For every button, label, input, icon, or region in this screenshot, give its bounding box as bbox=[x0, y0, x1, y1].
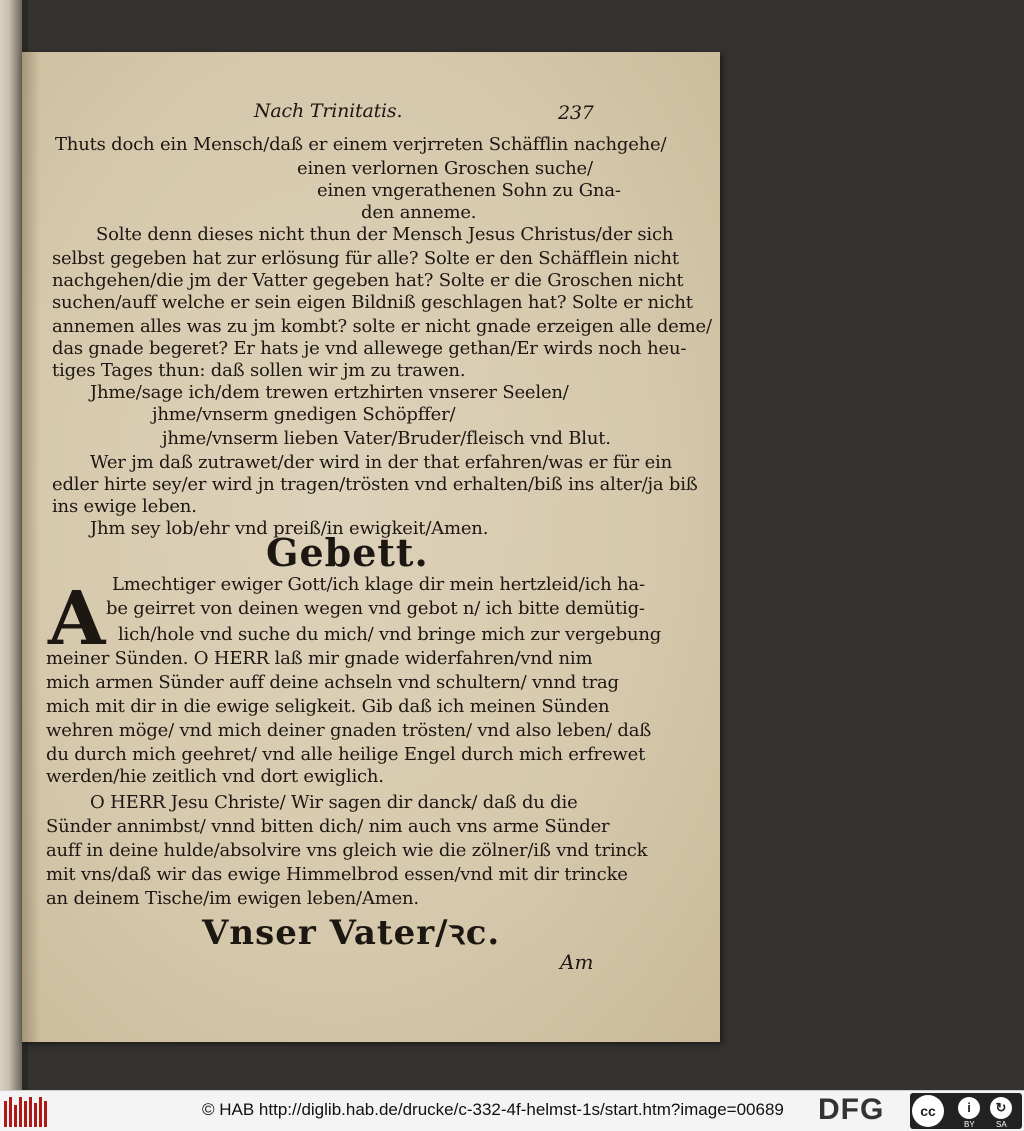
license-badge[interactable] bbox=[910, 1093, 1022, 1129]
prayer-line: auff in deine hulde/absolvire vns gleich wie die zölner/iß vnd trinck bbox=[46, 840, 648, 861]
prayer-line: Sünder annimbst/ vnnd bitten dich/ nim auch vns arme Sünder bbox=[46, 816, 610, 837]
page-shadow bbox=[22, 52, 40, 1042]
text-line: Jhm sey lob/ehr vnd preiß/in ewigkeit/Amen. bbox=[90, 518, 489, 539]
prayer-line: lich/hole vnd suche du mich/ vnd bringe mich zur vergebung bbox=[118, 624, 662, 645]
book-page bbox=[22, 52, 720, 1042]
prayer-line: wehren möge/ vnd mich deiner gnaden trösten/ vnd also leben/ daß bbox=[46, 720, 652, 741]
text-line: das gnade begeret? Er hats je vnd allewege gethan/Er wirds noch heu- bbox=[52, 338, 687, 359]
dfg-logo[interactable]: DFG bbox=[818, 1093, 885, 1126]
text-line: Jhme/sage ich/dem trewen ertzhirten vnserer Seelen/ bbox=[90, 382, 569, 403]
text-line: selbst gegeben hat zur erlösung für alle? Solte er den Schäfflein nicht bbox=[52, 248, 679, 269]
prayer-line: mit vns/daß wir das ewige Himmelbrod essen/vnd mit dir trincke bbox=[46, 864, 628, 885]
prayer-line: be geirret von deinen wegen vnd gebot n/ ich bitte demütig- bbox=[106, 598, 645, 619]
text-line: einen vngerathenen Sohn zu Gna- bbox=[317, 180, 621, 201]
book-edge-left bbox=[0, 0, 22, 1090]
text-line: Thuts doch ein Mensch/daß er einem verjrreten Schäfflin nachgehe/ bbox=[55, 134, 667, 155]
catchword: Am bbox=[560, 950, 594, 974]
hab-logo-icon[interactable] bbox=[4, 1095, 48, 1127]
text-line: Wer jm daß zutrawet/der wird in der that erfahren/was er für ein bbox=[90, 452, 672, 473]
prayer-heading: Gebett. bbox=[266, 530, 429, 575]
text-line: ins ewige leben. bbox=[52, 496, 197, 517]
sa-icon: ↻ bbox=[990, 1097, 1012, 1119]
page-number: 237 bbox=[558, 102, 594, 124]
text-line: annemen alles was zu jm kombt? solte er nicht gnade erzeigen alle deme/ bbox=[52, 316, 712, 337]
prayer-line: werden/hie zeitlich vnd dort ewiglich. bbox=[46, 766, 384, 787]
prayer-line: mich armen Sünder auff deine achseln vnd schultern/ vnnd trag bbox=[46, 672, 619, 693]
text-line: nachgehen/die jm der Vatter gegeben hat? Solte er die Groschen nicht bbox=[52, 270, 684, 291]
prayer-line: du durch mich geehret/ vnd alle heilige Engel durch mich erfrewet bbox=[46, 744, 646, 765]
text-line: tiges Tages thun: daß sollen wir jm zu trawen. bbox=[52, 360, 466, 381]
prayer-line: mich mit dir in die ewige seligkeit. Gib daß ich meinen Sünden bbox=[46, 696, 610, 717]
by-icon: i bbox=[958, 1097, 980, 1119]
drop-cap: A bbox=[48, 576, 106, 662]
text-line: Solte denn dieses nicht thun der Mensch Jesus Christus/der sich bbox=[96, 224, 674, 245]
text-line: jhme/vnserm gnedigen Schöpffer/ bbox=[152, 404, 456, 425]
running-head: Nach Trinitatis. bbox=[254, 100, 403, 122]
cc-icon: cc bbox=[912, 1095, 944, 1127]
text-line: suchen/auff welche er sein eigen Bildniß geschlagen hat? Solte er nicht bbox=[52, 292, 693, 313]
text-line: einen verlornen Groschen suche/ bbox=[297, 158, 593, 179]
sa-label: SA bbox=[996, 1120, 1007, 1129]
closing-line: Vnser Vater/ꝛc. bbox=[202, 913, 501, 953]
text-line: den anneme. bbox=[361, 202, 477, 223]
footer-bar bbox=[0, 1090, 1024, 1131]
prayer-line: meiner Sünden. O HERR laß mir gnade widerfahren/vnd nim bbox=[46, 648, 593, 669]
prayer-line: an deinem Tische/im ewigen leben/Amen. bbox=[46, 888, 419, 909]
text-line: jhme/vnserm lieben Vater/Bruder/fleisch vnd Blut. bbox=[162, 428, 611, 449]
text-line: edler hirte sey/er wird jn tragen/trösten vnd erhalten/biß ins alter/ja biß bbox=[52, 474, 698, 495]
prayer-line: Lmechtiger ewiger Gott/ich klage dir mein hertzleid/ich ha- bbox=[112, 574, 645, 595]
by-label: BY bbox=[964, 1120, 975, 1129]
source-link[interactable]: © HAB http://diglib.hab.de/drucke/c-332-4f-helmst-1s/start.htm?image=00689 bbox=[202, 1100, 784, 1119]
prayer-line: O HERR Jesu Christe/ Wir sagen dir danck/ daß du die bbox=[90, 792, 578, 813]
